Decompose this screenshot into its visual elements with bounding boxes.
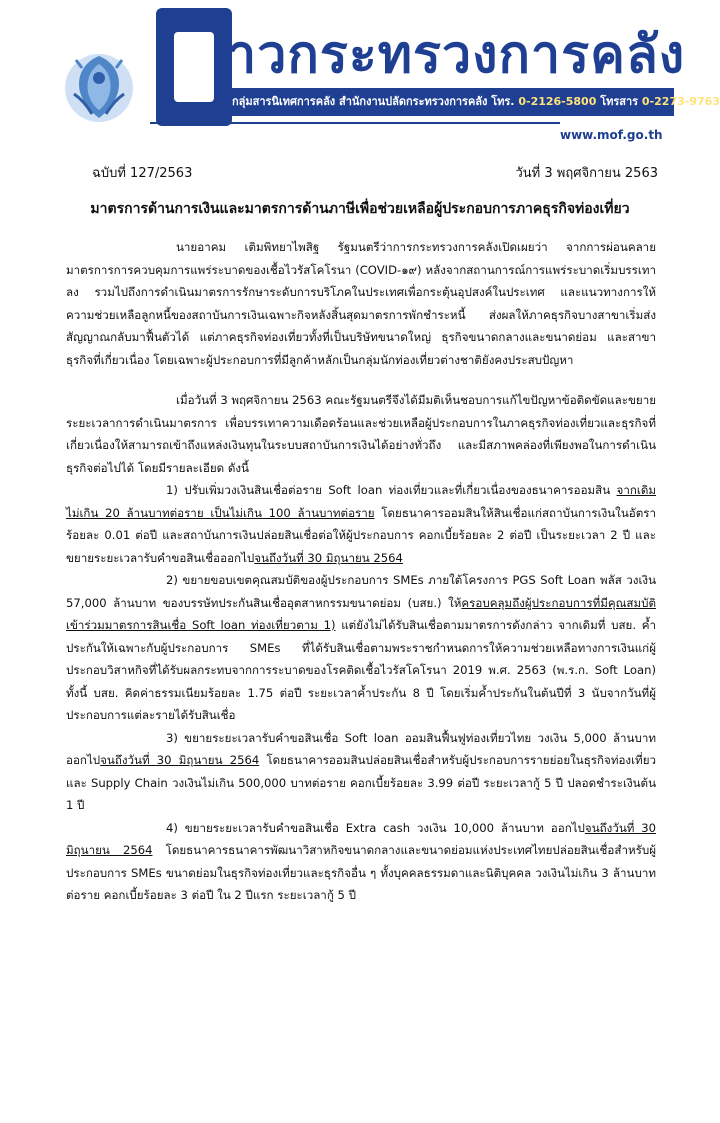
masthead-rule <box>150 122 560 124</box>
measure-item-3 <box>66 727 656 817</box>
issue-date: วันที่ 3 พฤศจิกายน 2563 <box>515 166 658 181</box>
contact-fax: 0-2273-9763 <box>641 95 720 108</box>
measure-1-text: 1) ปรับเพิ่มวงเงินสินเชื่อต่อราย Soft loan ท่องเที่ยวและที่เกี่ยวเนื่องของธนาคารออมสิน <box>166 483 617 497</box>
measure-4-text: 4) ขยายระยะเวลารับคำขอสินเชื่อ Extra cash วงเงิน 10,000 ล้านบาท ออกไป <box>166 820 585 835</box>
measure-1-deadline: จนถึงวันที่ 30 มิถุนายน 2564 <box>254 550 403 565</box>
measure-4-text-cont: โดยธนาคารธนาคารพัฒนาวิสาหกิจขนาดกลางและขนาดย่อมแห่งประเทศไทยปล่อยสินเชื่อสำหรับผู้ประกอบการ SMEs ขนาดย่อมในธุรกิจท่องเที่ยวและธุรกิจอื่น ๆ ทั้งบุคคลธรรมดาและนิติบุคคล วงเงินไม่เกิน 3 ล้านบาทต่อราย คอกเบี้ยร้อยละ 3 ต่อปี ใน 2 ปีแรก ระยะเวลากู้ 5 ปี <box>66 843 656 902</box>
measure-3-text: 3) ขยายระยะเวลารับคำขอสินเชื่อ Soft loan ออมสินฟื้นฟูท่องเที่ยวไทย วงเงิน 5,000 ล้านบาท ออกไป <box>66 730 656 767</box>
measure-item-2 <box>66 569 656 727</box>
issue-number: ฉบับที่ 127/2563 <box>92 166 193 181</box>
fax-prefix: โทรสาร <box>600 95 639 108</box>
ministry-seal-logo <box>62 48 136 124</box>
paragraph-intro: นายอาคม เติมพิทยาไพสิฐ รัฐมนตรีว่าการกระทรวงการคลังเปิดเผยว่า จากการผ่อนคลายมาตรการการควบคุมการแพร่ระบาดของเชื้อไวรัสโคโรนา (COVID-๑๙) หลังจากสถานการณ์การแพร่ระบาดเริ่มบรรเทาลง รวมไปถึงการดำเนินมาตรการรักษาระดับการบริโภคในประเทศเพื่อกระตุ้นอุปสงค์ในประเทศ และแนวทางการให้ความช่วยเหลือลูกหนี้ของสถาบันการเงินเฉพาะกิจหลังสิ้นสุดมาตรการพักชำระหนี้ ส่งผลให้ภาคธุรกิจบางสาขาเริ่มส่งสัญญาณกลับมาฟื้นตัวได้ แต่ภาคธุรกิจท่องเที่ยวทั้งที่เป็นบริษัทขนาดใหญ่ ธุรกิจขนาดกลางและขนาดย่อม และสาขาธุรกิจที่เกี่ยวเนื่อง โดยเฉพาะผู้ประกอบการที่มีลูกค้าหลักเป็นกลุ่มนักท่องเที่ยวต่างชาติยังคงประสบปัญหา <box>66 240 656 367</box>
letterhead <box>0 0 720 160</box>
website-link[interactable]: www.mof.go.th <box>560 128 663 142</box>
contact-bar <box>222 88 720 116</box>
document-title: มาตรการด้านการเงินและมาตรการด้านภาษีเพื่อช่วยเหลือผู้ประกอบการภาคธุรกิจท่องเที่ยว <box>90 201 630 217</box>
measure-1-text-cont: โดยธนาคารออมสินให้สินเชื่อแก่สถาบันการเงินในอัตราร้อยละ 0.01 ต่อปี และสถาบันการเงินปล่อยสินเชื่อต่อให้ผู้ประกอบการ คอกเบี้ยร้อยละ 2 ต่อปี เป็นระยะเวลา 2 ปี และขยายระยะเวลารับคำขอสินเชื่อออกไป <box>66 505 656 565</box>
measure-item-1 <box>66 479 656 569</box>
paragraph-resolution: เมื่อวันที่ 3 พฤศจิกายน 2563 คณะรัฐมนตรีจึงได้มีมติเห็นชอบการแก้ไขปัญหาข้อติดขัดและขยายระยะเวลาการดำเนินมาตรการ เพื่อบรรเทาความเดือดร้อนและช่วยเหลือผู้ประกอบการในภาคธุรกิจท่องเที่ยวและธุรกิจที่เกี่ยวเนื่องให้สามารถเข้าถึงแหล่งเงินทุนในระบบสถาบันการเงินได้อย่างทั่วถึง และมีสภาพคล่องที่เพียงพอในการดำเนินธุรกิจต่อไปได้ โดยมีรายละเอียด ดังนี้ <box>66 393 656 475</box>
measure-2-underline: ครอบคลุมถึงผู้ประกอบการที่มีคุณสมบัติเข้าร่วมมาตรการสินเชื่อ Soft loan ท่องเที่ยวตาม 1) <box>66 595 656 632</box>
document-body <box>66 236 656 907</box>
measure-2-text: 2) ขยายขอบเขตคุณสมบัติของผู้ประกอบการ SMEs ภายใต้โครงการ PGS Soft Loan พลัส วงเงิน 57,000 ล้านบาท ของบรรษัทประกันสินเชื่ออุตสาหกรรมขนาดย่อม (บสย.) ให้ <box>66 573 656 610</box>
measure-1-underline: จากเดิมไม่เกิน 20 ล้านบาทต่อราย เป็นไม่เกิน 100 ล้านบาทต่อราย <box>66 483 656 520</box>
measure-3-deadline: จนถึงวันที่ 30 มิถุนายน 2564 <box>100 753 260 767</box>
masthead-title: ่าวกระทรวงการคลัง <box>226 25 686 85</box>
contact-prefix: กลุ่มสารนิเทศการคลัง สำนักงานปลัดกระทรวงการคลัง โทร. <box>232 95 515 108</box>
measure-4-deadline: จนถึงวันที่ 30 มิถุนายน 2564 <box>66 820 657 857</box>
contact-phone: 0-2126-5800 <box>518 95 597 108</box>
measure-item-4 <box>66 817 656 907</box>
measure-3-text-cont: โดยธนาคารออมสินปล่อยสินเชื่อสำหรับผู้ประกอบการรายย่อยในธุรกิจท่องเที่ยวและ Supply Chain วงเงินไม่เกิน 500,000 บาทต่อราย คอกเบี้ยร้อยละ 3.99 ต่อปี ระยะเวลากู้ 5 ปี ปลอดชำระเงินต้น 1 ปี <box>66 753 656 812</box>
masthead-initial-glyph <box>156 8 232 126</box>
measure-2-text-cont: แต่ยังไม่ได้รับสินเชื่อตามมาตรการดังกล่าว จากเดิมที่ บสย. ค้ำประกันให้เฉพาะกับผู้ประกอบการ SMEs ที่ได้รับสินเชื่อตามพระราชกำหนดการให้ความช่วยเหลือทางการเงินแก่ผู้ประกอบวิสาหกิจที่ได้รับผลกระทบจากการระบาดของโรคติดเชื้อไวรัสโคโรนา 2019 พ.ศ. 2563 (พ.ร.ก. Soft Loan) ทั้งนี้ บสย. คิดค่าธรรมเนียมร้อยละ 1.75 ต่อปี ระยะเวลาค้ำประกัน 8 ปี โดยเริ่มค้ำประกันในต้นปีที่ 3 นับจากวันที่ผู้ประกอบการแต่ละรายได้รับสินเชื่อ <box>66 618 656 722</box>
